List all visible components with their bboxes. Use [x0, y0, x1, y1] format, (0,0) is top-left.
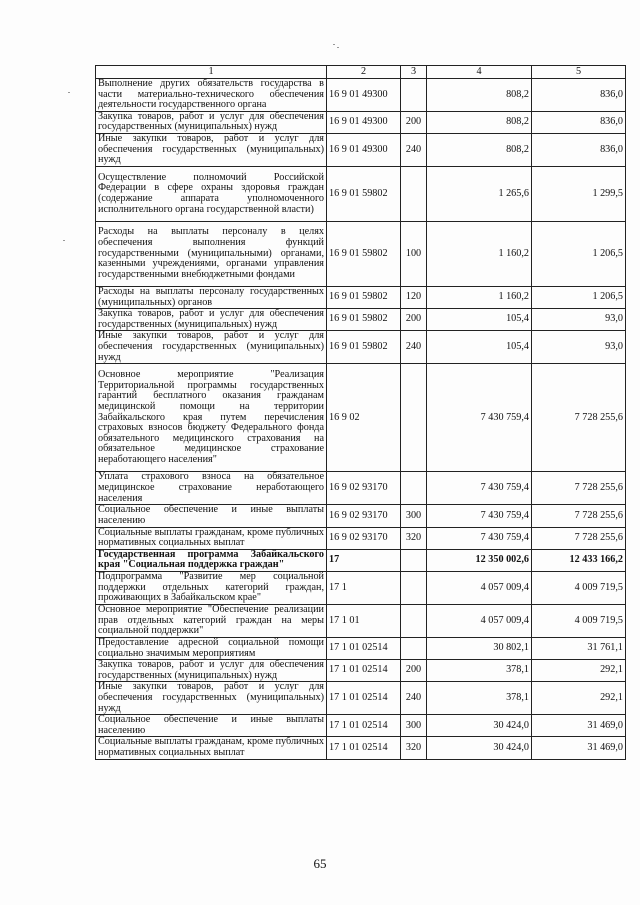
row-name: Закупка товаров, работ и услуг для обеспечения государственных (муниципальных) нужд	[96, 309, 327, 331]
row-type: 200	[401, 309, 427, 331]
row-value-col5: 4 009 719,5	[532, 571, 626, 604]
row-code: 16 9 01 59802	[327, 166, 401, 221]
budget-table	[95, 65, 626, 760]
row-code: 17 1 01 02514	[327, 737, 401, 759]
row-name: Закупка товаров, работ и услуг для обеспечения государственных (муниципальных) нужд	[96, 111, 327, 133]
row-name: Предоставление адресной социальной помощи социально значимым мероприятиям	[96, 637, 327, 659]
table-row	[96, 166, 626, 221]
row-value-col5: 31 761,1	[532, 637, 626, 659]
row-value-col5: 1 299,5	[532, 166, 626, 221]
row-type: 240	[401, 331, 427, 364]
row-value-col4: 30 802,1	[427, 637, 532, 659]
row-code: 16 9 02	[327, 364, 401, 472]
row-value-col5: 93,0	[532, 309, 626, 331]
row-code: 17 1	[327, 571, 401, 604]
row-value-col4: 808,2	[427, 111, 532, 133]
scan-speck	[68, 92, 70, 93]
row-value-col4: 1 160,2	[427, 286, 532, 308]
row-name: Основное мероприятие "Обеспечение реализации прав отдельных категорий граждан на меры социальной поддержки"	[96, 604, 327, 637]
row-value-col5: 7 728 255,6	[532, 472, 626, 505]
row-value-col5: 7 728 255,6	[532, 505, 626, 527]
row-type	[401, 472, 427, 505]
row-type: 120	[401, 286, 427, 308]
row-value-col5: 31 469,0	[532, 737, 626, 759]
row-value-col5: 31 469,0	[532, 715, 626, 737]
row-type	[401, 604, 427, 637]
row-name: Государственная программа Забайкальского края "Социальная поддержка граждан"	[96, 549, 327, 571]
row-code: 16 9 01 59802	[327, 286, 401, 308]
row-name: Иные закупки товаров, работ и услуг для обеспечения государственных (муниципальных) нужд	[96, 133, 327, 166]
row-value-col4: 30 424,0	[427, 715, 532, 737]
table-row	[96, 364, 626, 472]
row-code: 17 1 01 02514	[327, 660, 401, 682]
row-name: Иные закупки товаров, работ и услуг для обеспечения государственных (муниципальных) нужд	[96, 331, 327, 364]
row-type: 240	[401, 682, 427, 715]
table-row	[96, 682, 626, 715]
row-type	[401, 166, 427, 221]
table-row	[96, 527, 626, 549]
row-type	[401, 549, 427, 571]
row-value-col5: 292,1	[532, 660, 626, 682]
row-value-col4: 378,1	[427, 660, 532, 682]
header-col-2: 2	[327, 66, 401, 79]
header-row	[96, 66, 626, 79]
row-type	[401, 364, 427, 472]
row-name: Расходы на выплаты персоналу государственных (муниципальных) органов	[96, 286, 327, 308]
row-value-col4: 1 265,6	[427, 166, 532, 221]
row-value-col5: 292,1	[532, 682, 626, 715]
row-code: 17 1 01 02514	[327, 637, 401, 659]
table-row	[96, 79, 626, 112]
table-body	[96, 79, 626, 760]
row-code: 16 9 01 49300	[327, 133, 401, 166]
row-code: 16 9 01 49300	[327, 79, 401, 112]
row-value-col4: 30 424,0	[427, 737, 532, 759]
row-type: 200	[401, 660, 427, 682]
row-value-col4: 378,1	[427, 682, 532, 715]
row-value-col4: 7 430 759,4	[427, 472, 532, 505]
row-value-col4: 7 430 759,4	[427, 505, 532, 527]
row-code: 16 9 01 49300	[327, 111, 401, 133]
row-code: 17 1 01	[327, 604, 401, 637]
row-type: 300	[401, 505, 427, 527]
table-row	[96, 505, 626, 527]
table-row	[96, 111, 626, 133]
table-row	[96, 331, 626, 364]
row-value-col5: 836,0	[532, 133, 626, 166]
table-row	[96, 737, 626, 759]
table-row	[96, 637, 626, 659]
row-code: 17 1 01 02514	[327, 715, 401, 737]
row-type: 200	[401, 111, 427, 133]
row-name: Основное мероприятие "Реализация Территориальной программы государственных гарантий бесплатного оказания гражданам медицинской помощи на территории Забайкальского края путем перечисления страховых взносов бюджету Федерального фонда обязательного медицинского страхования на обязательное медицинское страхование неработающего населения"	[96, 364, 327, 472]
table-row	[96, 133, 626, 166]
row-value-col5: 836,0	[532, 79, 626, 112]
row-code: 16 9 02 93170	[327, 527, 401, 549]
row-value-col4: 4 057 009,4	[427, 604, 532, 637]
row-name: Уплата страхового взноса на обязательное медицинское страхование неработающего населения	[96, 472, 327, 505]
row-type: 240	[401, 133, 427, 166]
row-name: Социальные выплаты гражданам, кроме публичных нормативных социальных выплат	[96, 737, 327, 759]
row-code: 16 9 02 93170	[327, 505, 401, 527]
row-type: 300	[401, 715, 427, 737]
scan-speck	[63, 240, 65, 241]
table-row	[96, 472, 626, 505]
row-value-col4: 7 430 759,4	[427, 527, 532, 549]
row-value-col4: 7 430 759,4	[427, 364, 532, 472]
row-code: 16 9 02 93170	[327, 472, 401, 505]
row-name: Подпрограмма "Развитие мер социальной поддержки отдельных категорий граждан, проживающих в Забайкальском крае"	[96, 571, 327, 604]
row-value-col5: 1 206,5	[532, 286, 626, 308]
row-value-col5: 4 009 719,5	[532, 604, 626, 637]
row-type: 100	[401, 221, 427, 286]
row-name: Расходы на выплаты персоналу в целях обеспечения выполнения функций государственными (муниципальными) органами, казенными учреждениями, органами управления государственными внебюджетными фондами	[96, 221, 327, 286]
row-value-col4: 808,2	[427, 133, 532, 166]
row-value-col4: 1 160,2	[427, 221, 532, 286]
row-value-col5: 1 206,5	[532, 221, 626, 286]
row-value-col4: 105,4	[427, 331, 532, 364]
row-type: 320	[401, 737, 427, 759]
page-number: 65	[313, 856, 327, 871]
row-name: Иные закупки товаров, работ и услуг для обеспечения государственных (муниципальных) нужд	[96, 682, 327, 715]
row-name: Социальное обеспечение и иные выплаты населению	[96, 505, 327, 527]
table-row	[96, 549, 626, 571]
table-row	[96, 571, 626, 604]
table-row	[96, 309, 626, 331]
row-name: Закупка товаров, работ и услуг для обеспечения государственных (муниципальных) нужд	[96, 660, 327, 682]
row-value-col4: 808,2	[427, 79, 532, 112]
scan-speck	[333, 44, 335, 45]
table-row	[96, 286, 626, 308]
row-value-col5: 7 728 255,6	[532, 527, 626, 549]
row-name: Социальное обеспечение и иные выплаты населению	[96, 715, 327, 737]
row-value-col5: 836,0	[532, 111, 626, 133]
row-name: Осуществление полномочий Российской Федерации в сфере охраны здоровья граждан (содержание аппарата уполномоченного исполнительного органа государственной власти)	[96, 166, 327, 221]
table-row	[96, 221, 626, 286]
header-col-5: 5	[532, 66, 626, 79]
row-code: 16 9 01 59802	[327, 309, 401, 331]
row-name: Выполнение других обязательств государства в части материально-технического обеспечения деятельности государственного органа	[96, 79, 327, 112]
row-name: Социальные выплаты гражданам, кроме публичных нормативных социальных выплат	[96, 527, 327, 549]
row-code: 17	[327, 549, 401, 571]
header-col-3: 3	[401, 66, 427, 79]
table-row	[96, 604, 626, 637]
row-value-col5: 12 433 166,2	[532, 549, 626, 571]
scan-speck	[337, 47, 339, 48]
row-value-col4: 12 350 002,6	[427, 549, 532, 571]
row-type	[401, 79, 427, 112]
row-type: 320	[401, 527, 427, 549]
row-value-col4: 4 057 009,4	[427, 571, 532, 604]
row-type	[401, 637, 427, 659]
row-value-col4: 105,4	[427, 309, 532, 331]
row-code: 17 1 01 02514	[327, 682, 401, 715]
header-col-1: 1	[96, 66, 327, 79]
row-code: 16 9 01 59802	[327, 331, 401, 364]
row-code: 16 9 01 59802	[327, 221, 401, 286]
table-row	[96, 660, 626, 682]
row-value-col5: 7 728 255,6	[532, 364, 626, 472]
table-row	[96, 715, 626, 737]
row-type	[401, 571, 427, 604]
row-value-col5: 93,0	[532, 331, 626, 364]
header-col-4: 4	[427, 66, 532, 79]
